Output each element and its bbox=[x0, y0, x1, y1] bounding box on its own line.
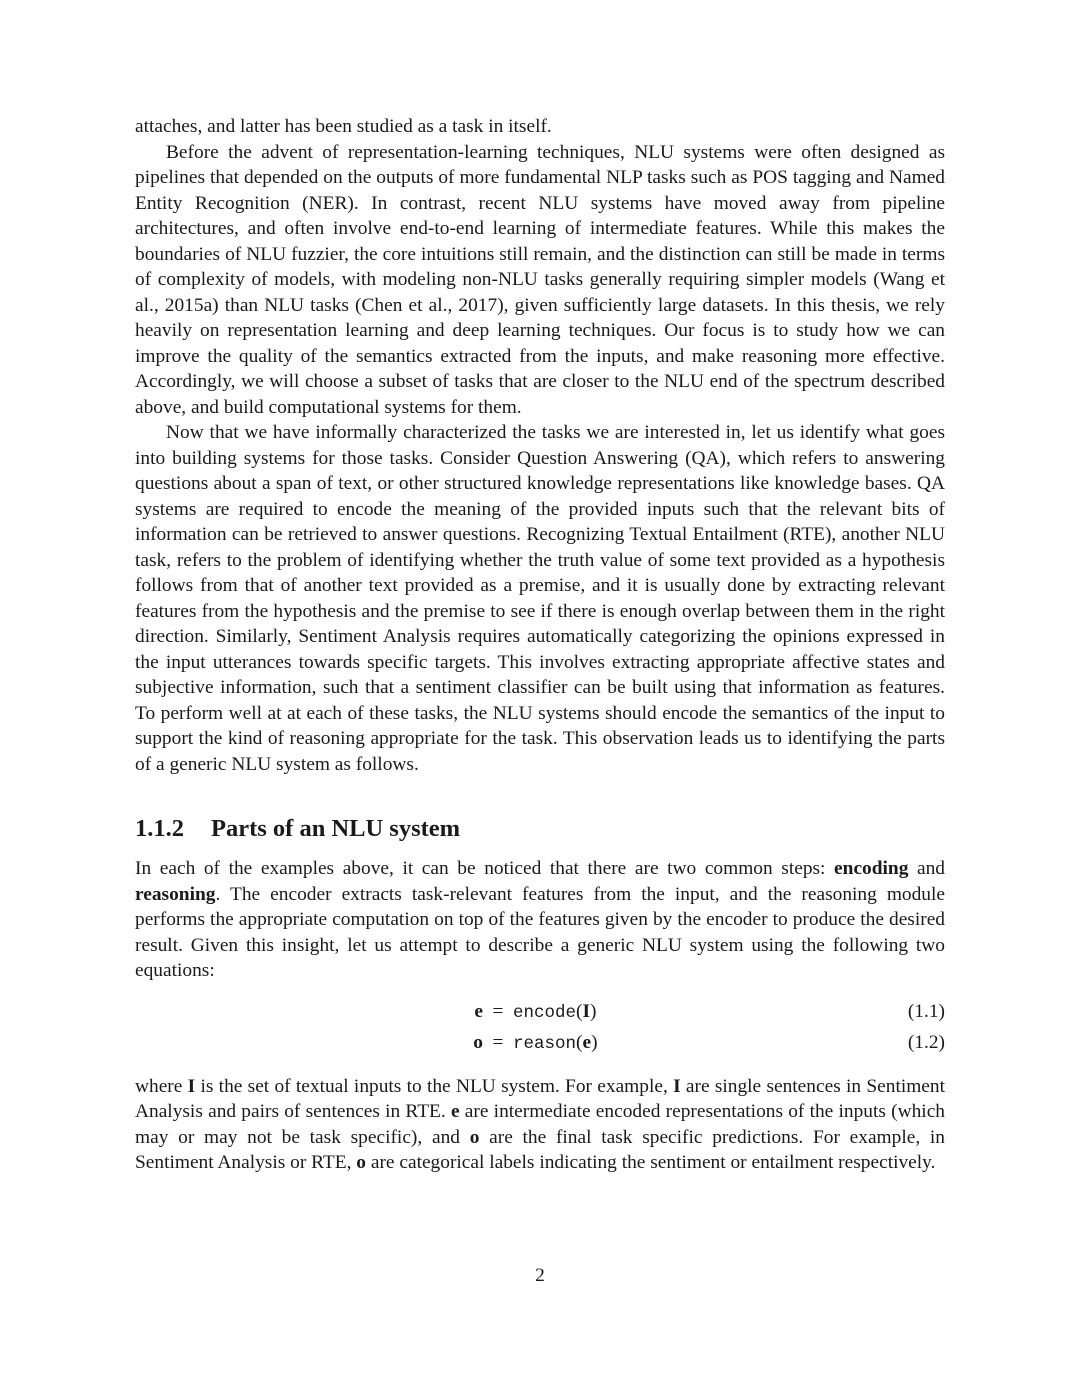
term-reasoning: reasoning bbox=[135, 883, 216, 905]
term-encoding: encoding bbox=[834, 858, 909, 879]
equation-2-arg: e bbox=[582, 1031, 592, 1053]
page-number: 2 bbox=[535, 1265, 545, 1286]
equation-1-function: encode bbox=[513, 1002, 577, 1023]
paragraph-4-text-6: are categorical labels indicating the sentiment or entailment respectively. bbox=[365, 1152, 936, 1173]
equation-2-paren-close: ) bbox=[591, 1031, 598, 1053]
equation-block bbox=[135, 996, 945, 1058]
symbol-inputs: I bbox=[673, 1075, 681, 1097]
paragraph-3 bbox=[135, 856, 945, 984]
paragraph-1: Before the advent of representation-learning techniques, NLU systems were often designed as pipelines that depended on the outputs of more fundamental NLP tasks such as POS tagging and Named Entity Recognition (NER). In contrast, recent NLU systems have moved away from pipeline architectures, and often involve end-to-end learning of intermediate features. While this makes the boundaries of NLU fuzzier, the core intuitions still remain, and the distinction can still be made in terms of complexity of models, with modeling non-NLU tasks generally requiring simpler models (Wang et al., 2015a) than NLU tasks (Chen et al., 2017), given sufficiently large datasets. In this thesis, we rely heavily on representation learning and deep learning techniques. Our focus is to study how we can improve the quality of the semantics extracted from the inputs, and make reasoning more effective. Accordingly, we will choose a subset of tasks that are closer to the NLU end of the spectrum described above, and build computational systems for them. bbox=[135, 141, 945, 418]
equation-2 bbox=[135, 1027, 945, 1058]
paragraph-3-text-c: . The encoder extracts task-relevant features from the input, and the reasoning module performs the appropriate computation on top of the features given by the encoder to produce the desired result. Given this insight, let us attempt to describe a generic NLU system using the following two equations: bbox=[135, 883, 945, 981]
paragraph-3-text-a: In each of the examples above, it can be noticed that there are two common steps: bbox=[135, 858, 835, 879]
equation-2-function: reason bbox=[513, 1033, 577, 1054]
paragraph-0: attaches, and latter has been studied as a task in itself. bbox=[135, 116, 552, 137]
paragraph-4-text-1: where bbox=[135, 1075, 188, 1097]
paragraph-4-text-5: are the final task specific predictions. For example, in Sentiment Analysis or RTE, bbox=[135, 1126, 945, 1173]
equation-2-lhs: o bbox=[473, 1031, 483, 1053]
equation-1-paren-open: ( bbox=[576, 1000, 583, 1022]
equation-2-paren-open: ( bbox=[576, 1031, 583, 1053]
equation-1 bbox=[135, 996, 945, 1027]
equation-1-rhs bbox=[513, 996, 597, 1029]
section-title: Parts of an NLU system bbox=[211, 815, 461, 842]
equation-1-paren-close: ) bbox=[590, 1000, 597, 1022]
equation-2-number: (1.2) bbox=[907, 1031, 945, 1053]
equation-2-rel: = bbox=[492, 1031, 504, 1053]
equation-1-number: (1.1) bbox=[907, 1000, 945, 1022]
symbol-encoded: e bbox=[450, 1101, 460, 1122]
paragraph-4-text-2: is the set of textual inputs to the NLU system. For example, bbox=[195, 1075, 674, 1097]
document-page bbox=[135, 114, 945, 1176]
symbol-output: o bbox=[356, 1152, 366, 1173]
paragraph-4-text-4: are intermediate encoded representations of the inputs (which may or may not be task specific), and bbox=[135, 1101, 945, 1148]
symbol-output: o bbox=[469, 1126, 480, 1148]
equation-1-rel: = bbox=[492, 1000, 504, 1022]
paragraph-3-text-b: and bbox=[908, 858, 945, 879]
equation-1-lhs: e bbox=[474, 1000, 483, 1022]
symbol-inputs: I bbox=[187, 1075, 196, 1097]
equation-2-rhs bbox=[513, 1027, 598, 1060]
equation-1-arg: I bbox=[582, 1000, 591, 1022]
paragraph-4-text-3: are single sentences in Sentiment Analysis and pairs of sentences in RTE. bbox=[135, 1075, 946, 1122]
paragraph-4 bbox=[135, 1074, 945, 1176]
section-number: 1.1.2 bbox=[135, 815, 184, 842]
section-heading bbox=[135, 814, 945, 844]
paragraph-2: Now that we have informally characterized the tasks we are interested in, let us identify what goes into building systems for those tasks. Consider Question Answering (QA), which refers to answering questions about a span of text, or other structured knowledge representations like knowledge bases. QA systems are required to encode the meaning of the provided inputs such that the relevant bits of information can be retrieved to answer questions. Recognizing Textual Entailment (RTE), another NLU task, refers to the problem of identifying whether the truth value of some text provided as a hypothesis follows from that of another text provided as a premise, and it is usually done by extracting relevant features from the hypothesis and the premise to see if there is enough overlap between them in the right direction. Similarly, Sentiment Analysis requires automatically categorizing the opinions expressed in the input utterances towards specific targets. This involves extracting appropriate affective states and subjective information, such that a sentiment classifier can be built using that information as features. To perform well at at each of these tasks, the NLU systems should encode the semantics of the input to support the kind of reasoning appropriate for the task. This observation leads us to identifying the parts of a generic NLU system as follows. bbox=[135, 422, 945, 775]
